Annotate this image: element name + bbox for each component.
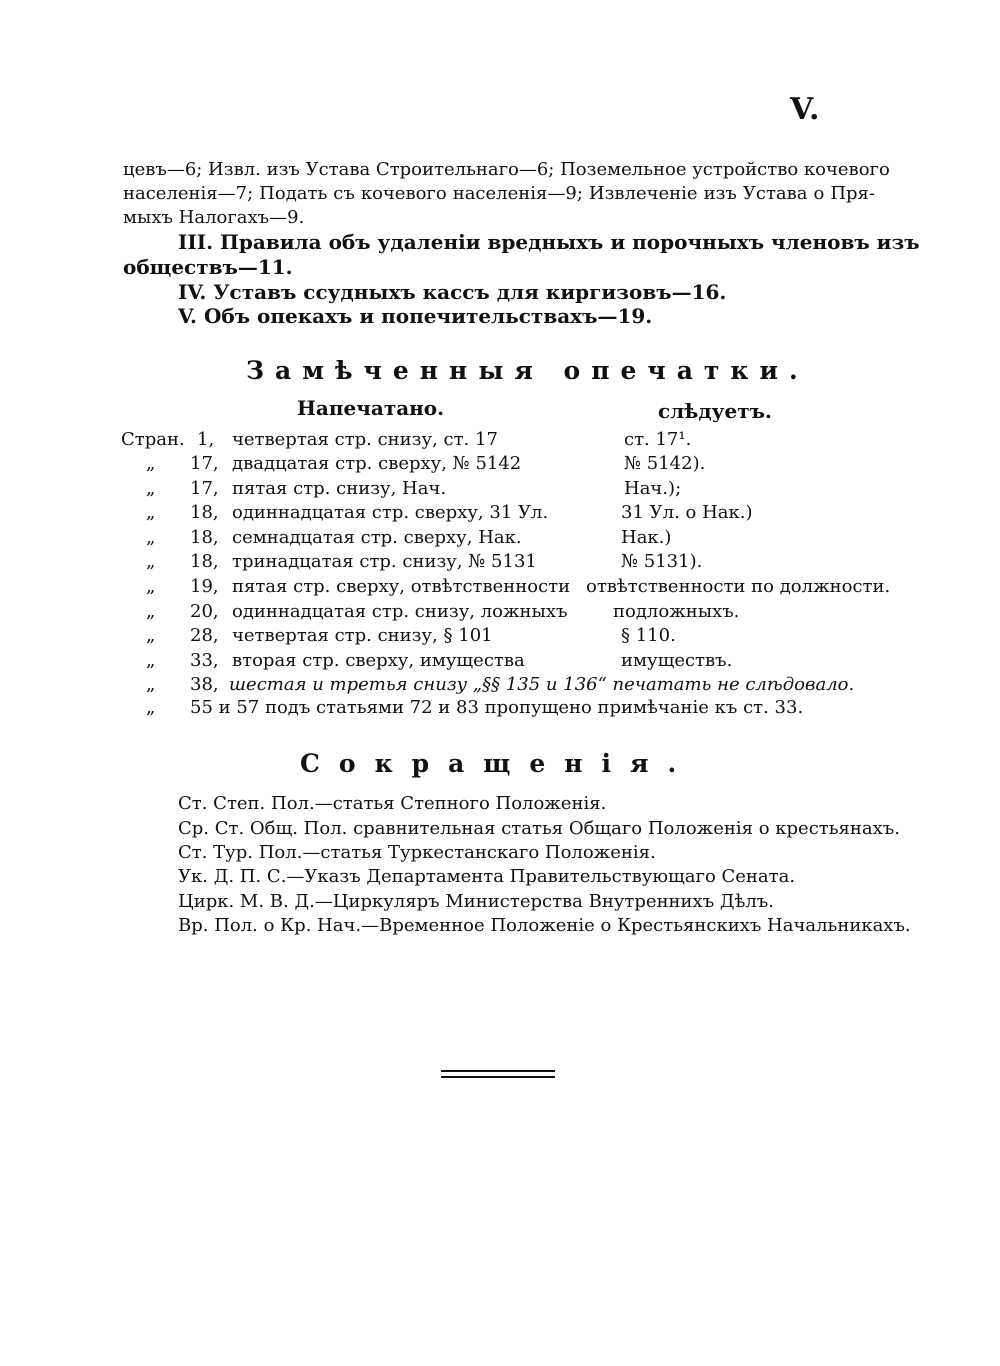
toc-line-2: населенія—7; Подать съ кочевого населенія—9; Извлеченіе изъ Устава о Пря- [123,183,875,204]
errata-row-label: „ [146,650,156,671]
errata-row-correction: § 110. [621,625,676,646]
errata-row-correction: № 5131). [621,551,703,572]
errata-row-correction: 31 Ул. о Нак.) [621,502,753,523]
errata-row-correction: Нач.); [624,478,682,499]
double-rule-top [441,1070,555,1072]
errata-row-page: 17, [190,478,219,499]
errata-row-correction: Нак.) [621,527,672,548]
errata-col-should: слѣдуетъ. [658,399,772,423]
errata-row-label: „ [146,478,156,499]
errata-row-text: четвертая стр. снизу, ст. 17 [232,429,498,450]
errata-row-page: 19, [190,576,219,597]
errata-row-text: двадцатая стр. сверху, № 5142 [232,453,522,474]
toc-section-3-cont: обществъ—11. [123,255,293,279]
errata-row [0,429,1000,451]
errata-row-label: „ [146,674,156,695]
errata-row-page: 38, [190,674,219,695]
errata-row-page: 33, [190,650,219,671]
errata-row-page: 1, [197,429,215,450]
errata-row-page: 17, [190,453,219,474]
errata-row-correction: подложныхъ. [613,601,740,622]
errata-row [0,625,1000,647]
toc-line-3: мыхъ Налогахъ—9. [123,207,305,228]
errata-row-label: „ [146,551,156,572]
errata-row-label: „ [146,697,156,718]
errata-row-label: „ [146,527,156,548]
errata-row-label: „ [146,576,156,597]
errata-row-correction: отвѣтственности по должности. [586,576,891,597]
toc-section-5: V. Объ опекахъ и попечительствахъ—19. [178,304,653,328]
errata-row-text: шестая и третья снизу „§§ 135 и 136“ печатать не слѣдовало. [229,674,855,695]
errata-row [0,650,1000,672]
toc-section-4: IV. Уставъ ссудныхъ кассъ для киргизовъ—16. [178,280,727,304]
errata-row-text: семнадцатая стр. сверху, Нак. [232,527,522,548]
abbreviation-item: Ст. Степ. Пол.—статья Степного Положенія. [178,793,607,814]
errata-title: Замѣченныя опечатки. [246,356,809,385]
errata-row-text: пятая стр. сверху, отвѣтственности [232,576,571,597]
errata-row-text: вторая стр. сверху, имущества [232,650,525,671]
errata-row-text: 55 и 57 подъ статьями 72 и 83 пропущено примѣчаніе къ ст. 33. [190,697,804,718]
errata-row-text: одиннадцатая стр. снизу, ложныхъ [232,601,568,622]
errata-row-text: пятая стр. снизу, Нач. [232,478,447,499]
abbreviation-item: Ср. Ст. Общ. Пол. сравнительная статья Общаго Положенія о крестьянахъ. [178,818,900,839]
errata-row [0,576,1000,598]
errata-row-label: „ [146,601,156,622]
abbreviation-item: Ук. Д. П. С.—Указъ Департамента Правительствующаго Сената. [178,866,796,887]
errata-row-text: четвертая стр. снизу, § 101 [232,625,493,646]
errata-row-page: 18, [190,551,219,572]
errata-row [0,551,1000,573]
errata-row [0,453,1000,475]
abbreviation-item: Ст. Тур. Пол.—статья Туркестанскаго Положенія. [178,842,656,863]
abbreviations-title: Сокращенія. [300,749,696,778]
errata-row-page: 20, [190,601,219,622]
errata-row-label: „ [146,502,156,523]
errata-row-special [0,674,1000,696]
errata-row-last [0,697,1000,719]
double-rule-bottom [441,1076,555,1078]
page-number: V. [790,92,821,127]
errata-row-label: Стран. [121,429,185,450]
errata-row-page: 18, [190,502,219,523]
abbreviation-item: Вр. Пол. о Кр. Нач.—Временное Положеніе о Крестьянскихъ Начальникахъ. [178,915,911,936]
toc-line-1: цевъ—6; Извл. изъ Устава Строительнаго—6; Поземельное устройство кочевого [123,159,890,180]
errata-row-page: 18, [190,527,219,548]
errata-row-label: „ [146,453,156,474]
errata-row-text: одиннадцатая стр. сверху, 31 Ул. [232,502,549,523]
errata-row-correction: ст. 17¹. [624,429,692,450]
toc-section-3: III. Правила объ удаленіи вредныхъ и порочныхъ членовъ изъ [178,230,920,254]
errata-col-printed: Напечатано. [297,396,445,420]
errata-row-correction: имуществъ. [621,650,733,671]
errata-row-text: тринадцатая стр. снизу, № 5131 [232,551,537,572]
errata-row [0,502,1000,524]
errata-row [0,601,1000,623]
errata-row [0,527,1000,549]
errata-row-correction: № 5142). [624,453,706,474]
errata-row-label: „ [146,625,156,646]
errata-row-page: 28, [190,625,219,646]
abbreviation-item: Цирк. М. В. Д.—Циркуляръ Министерства Внутреннихъ Дѣлъ. [178,891,774,912]
errata-row [0,478,1000,500]
